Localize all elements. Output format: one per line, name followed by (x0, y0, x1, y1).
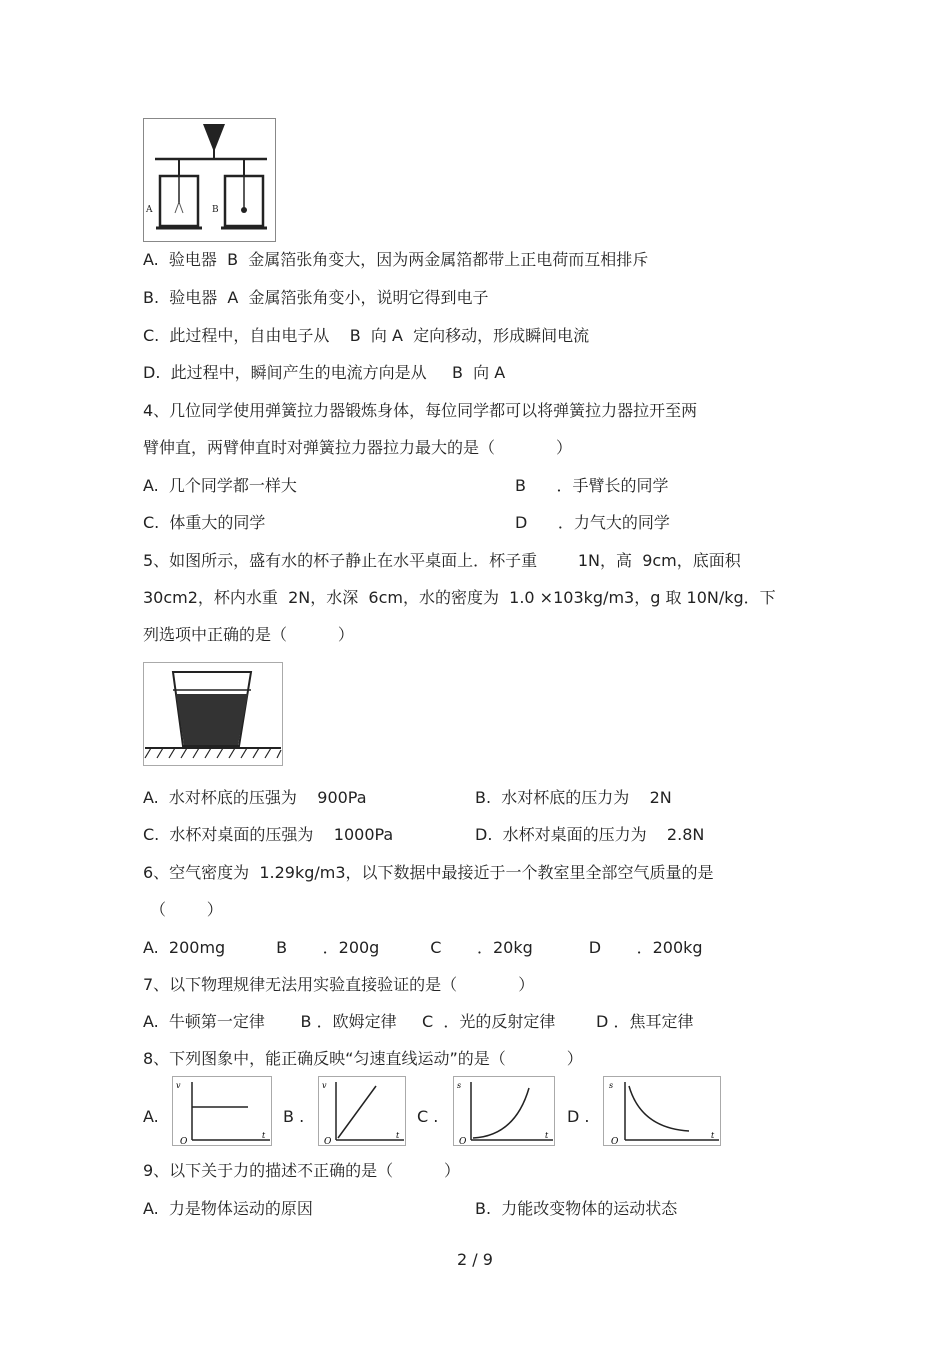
q4-stem-line2: 臂伸直，两臂伸直时对弹簧拉力器拉力最大的是（ ） (143, 438, 573, 457)
q8-graph-d-origin: O (611, 1137, 619, 1146)
q3-option-b: B. 验电器 A 金属箔张角变小，说明它得到电子 (143, 288, 489, 307)
q8-graph-c-ylabel: s (457, 1081, 462, 1090)
electroscope-figure (143, 118, 276, 242)
q8-graph-b-xlabel: t (396, 1131, 400, 1140)
q4-option-c: C. 体重大的同学 (143, 513, 266, 532)
q8-graph-d-ylabel: s (609, 1081, 614, 1090)
q8-graph-c-xlabel: t (545, 1131, 549, 1140)
q6-stem-line2: （ ） (150, 900, 223, 919)
q3-option-a: A. 验电器 B 金属箔张角变大，因为两金属箔都带上正电荷而互相排斥 (143, 250, 649, 269)
cup-figure (143, 662, 283, 766)
q8-graph-b-ylabel: v (322, 1081, 327, 1090)
q5-option-c: C. 水杯对桌面的压强为 1000Pa (143, 825, 394, 844)
q8-label-b: B . (283, 1107, 305, 1126)
q4-option-d: D ．力气大的同学 (515, 513, 670, 532)
q9-option-a: A. 力是物体运动的原因 (143, 1199, 313, 1218)
q8-graph-a-origin: O (180, 1137, 188, 1146)
q8-graph-c-origin: O (459, 1137, 467, 1146)
q9-stem: 9、以下关于力的描述不正确的是（ ） (143, 1161, 461, 1180)
q8-label-d: D . (567, 1107, 590, 1126)
q3-option-d: D. 此过程中，瞬间产生的电流方向是从 B 向 A (143, 363, 506, 382)
q8-graph-b (318, 1076, 406, 1146)
q8-graph-a-xlabel: t (262, 1131, 266, 1140)
label-a: A (146, 205, 153, 215)
q6-stem-line1: 6、空气密度为 1.29kg/m3，以下数据中最接近于一个教室里全部空气质量的是 (143, 863, 714, 882)
q5-stem-line2: 30cm2，杯内水重 2N，水深 6cm，水的密度为 1.0 ×103kg/m3，g 取 10N/kg．下 (143, 588, 776, 607)
q5-stem-line3: 列选项中正确的是（ ） (143, 625, 354, 644)
q8-stem: 8、下列图象中，能正确反映“匀速直线运动”的是（ ） (143, 1049, 583, 1068)
page-number: 2 / 9 (457, 1250, 493, 1269)
q5-option-d: D. 水杯对桌面的压力为 2.8N (475, 825, 705, 844)
q8-graph-a-ylabel: v (176, 1081, 181, 1090)
q5-option-a: A. 水对杯底的压强为 900Pa (143, 788, 367, 807)
q4-option-a: A. 几个同学都一样大 (143, 476, 297, 495)
q7-stem: 7、以下物理规律无法用实验直接验证的是（ ） (143, 975, 535, 994)
q5-stem-line1: 5、如图所示，盛有水的杯子静止在水平桌面上．杯子重 1N，高 9cm，底面积 (143, 551, 741, 570)
q9-option-b: B. 力能改变物体的运动状态 (475, 1199, 678, 1218)
q8-graph-a (172, 1076, 272, 1146)
q8-graph-d (603, 1076, 721, 1146)
q8-graph-d-xlabel: t (711, 1131, 715, 1140)
q5-option-b: B. 水对杯底的压力为 2N (475, 788, 672, 807)
q8-label-c: C . (417, 1107, 439, 1126)
q4-option-b: B ．手臂长的同学 (515, 476, 669, 495)
q6-options: A. 200mg B ．200g C ．20kg D ．200kg (143, 938, 703, 957)
q8-graph-c (453, 1076, 555, 1146)
q8-graph-b-origin: O (324, 1137, 332, 1146)
q8-label-a: A. (143, 1107, 159, 1126)
q7-options: A. 牛顿第一定律 B ．欧姆定律 C ．光的反射定律 D ．焦耳定律 (143, 1012, 694, 1031)
q3-option-c: C. 此过程中，自由电子从 B 向 A 定向移动，形成瞬间电流 (143, 326, 590, 345)
q4-stem-line1: 4、几位同学使用弹簧拉力器锻炼身体，每位同学都可以将弹簧拉力器拉开至两 (143, 401, 698, 420)
label-b: B (212, 205, 219, 215)
